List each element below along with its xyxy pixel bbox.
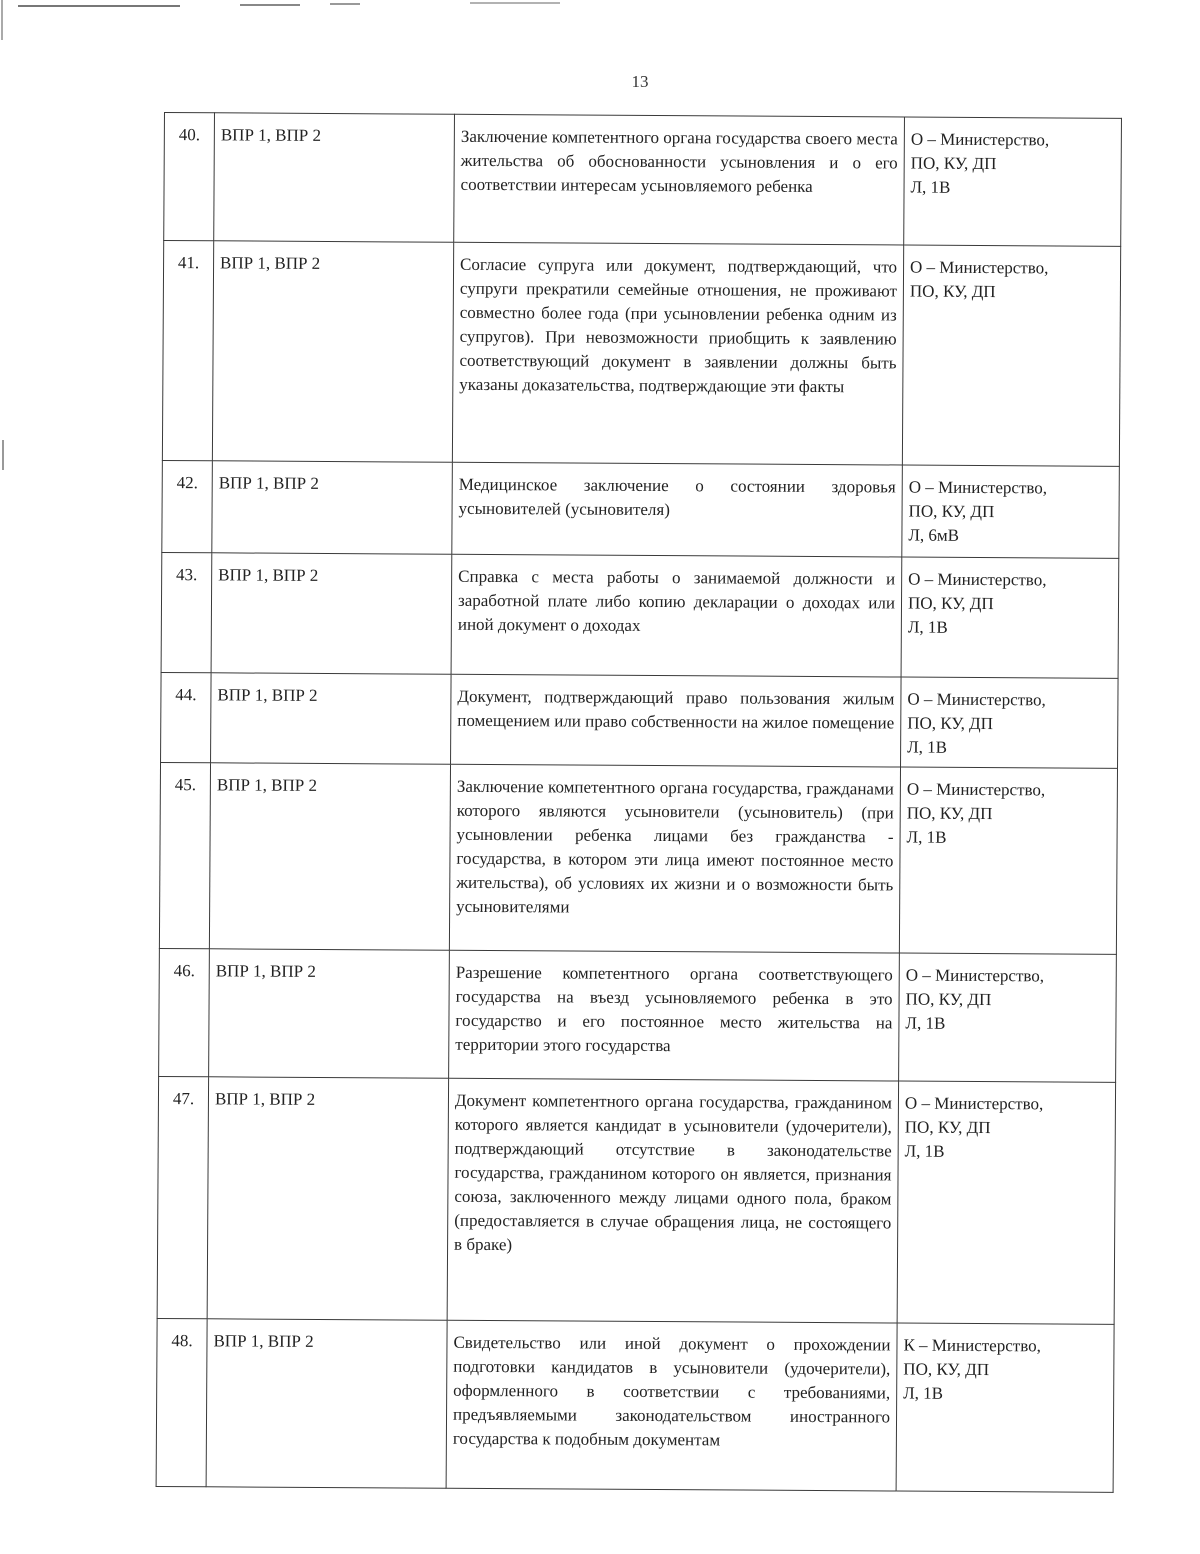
responsible-line: О – Министерство, [906, 779, 1046, 800]
responsible-line: Л, 1В [907, 737, 948, 757]
responsible-line: О – Министерство, [904, 1093, 1044, 1114]
table-row [159, 948, 1117, 1082]
responsible-line: К – Министерство, [903, 1335, 1041, 1356]
table-row [164, 113, 1122, 247]
row-code: ВПР 1, ВПР 2 [214, 113, 455, 242]
row-description: Согласие супруга или документ, подтверждающий, что супруги прекратили семейные отношения, не проживают совместно более года (при усыновлении ребенка одним из супругов). При невозможности приобщить к заявлению соответствующий документ в заявлении должны быть указаны доказательства, подтверждающие эти факты [452, 242, 903, 465]
responsible-line: Л, 1В [906, 827, 947, 847]
responsible-line: О – Министерство, [907, 689, 1046, 710]
row-description: Разрешение компетентного органа соответствующего государства на въезд усыновляемого ребенка в это государство и его постоянное место жительства на территории этого государства [449, 950, 900, 1081]
row-description: Медицинское заключение о состоянии здоровья усыновителей (усыновителя) [452, 462, 903, 557]
row-code: ВПР 1, ВПР 2 [209, 763, 450, 950]
documents-table [156, 112, 1122, 1493]
responsible-line: О – Министерство, [908, 477, 1048, 498]
row-code: ВПР 1, ВПР 2 [212, 241, 453, 462]
row-responsible [899, 953, 1117, 1082]
row-number: 40. [164, 113, 215, 241]
row-number: 48. [156, 1318, 207, 1486]
row-description: Справка с места работы о занимаемой должности и заработной плате либо копию декларации о доходах или иной документ о доходах [451, 554, 902, 677]
responsible-line: Л, 1В [905, 1013, 946, 1033]
responsible-line: О – Министерство, [910, 129, 1050, 150]
table-row [157, 1076, 1115, 1324]
responsible-line: Л, 1В [904, 1141, 945, 1161]
responsible-line: ПО, КУ, ДП [908, 501, 995, 522]
row-description: Документ компетентного органа государства, гражданином которого является кандидат в усыновители (удочерители), подтверждающий отсутствие в законодательстве государства, гражданином которого он является, признания союза, заключенного между лицами одного пола, браком (предоставляется в случае обращения лица, не состоящего в браке) [447, 1078, 898, 1323]
row-number: 45. [159, 762, 210, 948]
responsible-line: О – Министерство, [910, 257, 1049, 278]
table-row [162, 241, 1120, 467]
responsible-line: Л, 1В [903, 1383, 944, 1403]
row-number: 41. [162, 241, 213, 461]
table-row [161, 672, 1119, 768]
scan-artifact-marks [0, 0, 1200, 40]
row-code: ВПР 1, ВПР 2 [207, 1077, 448, 1320]
row-number: 46. [159, 948, 210, 1076]
row-code: ВПР 1, ВПР 2 [211, 553, 452, 674]
row-responsible [897, 1081, 1115, 1324]
row-responsible [901, 557, 1119, 678]
row-description: Документ, подтверждающий право пользования жилым помещением или право собственности на жилое помещение [451, 674, 902, 767]
responsible-line: Л, 1В [910, 177, 951, 197]
table-row [159, 762, 1117, 954]
row-number: 42. [162, 460, 213, 552]
table-row [162, 460, 1120, 558]
responsible-line: ПО, КУ, ДП [909, 281, 996, 302]
responsible-line: ПО, КУ, ДП [906, 803, 993, 824]
page-number: 13 [631, 72, 649, 91]
responsible-line: ПО, КУ, ДП [907, 713, 994, 734]
row-responsible [899, 767, 1117, 954]
row-number: 44. [161, 672, 212, 762]
row-code: ВПР 1, ВПР 2 [206, 1319, 447, 1488]
responsible-line: ПО, КУ, ДП [903, 1359, 990, 1380]
table-body [156, 113, 1121, 1493]
row-number: 43. [161, 552, 212, 672]
responsible-line: Л, 1В [907, 617, 948, 637]
responsible-line: ПО, КУ, ДП [905, 989, 992, 1010]
row-responsible [896, 1323, 1114, 1492]
row-description: Свидетельство или иной документ о прохождении подготовки кандидатов в усыновители (удочерители), оформленного в соответствии с требованиями, предъявляемыми законодательством иностранного государства к подобным документам [446, 1320, 897, 1491]
row-description: Заключение компетентного органа государства, гражданами которого являются усыновители (усыновитель) (при усыновлении ребенка лицами без гражданства - государства, в котором эти лица имеют постоянное место жительства), об условиях их жизни и о возможности быть усыновителями [449, 764, 900, 953]
row-code: ВПР 1, ВПР 2 [211, 673, 452, 764]
responsible-line: ПО, КУ, ДП [907, 593, 994, 614]
scan-edge-mark [2, 440, 4, 470]
row-number: 47. [157, 1076, 208, 1318]
row-responsible [901, 677, 1119, 768]
responsible-line: О – Министерство, [905, 965, 1045, 986]
row-description: Заключение компетентного органа государства своего места жительства об обоснованности усыновления и о его соответствии интересам усыновляемого ребенка [454, 114, 905, 245]
row-responsible [902, 245, 1120, 466]
row-responsible [904, 117, 1122, 246]
row-responsible [902, 465, 1120, 558]
table-row [156, 1318, 1114, 1492]
responsible-line: Л, 6мВ [908, 525, 960, 545]
responsible-line: ПО, КУ, ДП [910, 153, 997, 174]
responsible-line: ПО, КУ, ДП [904, 1117, 991, 1138]
row-code: ВПР 1, ВПР 2 [209, 949, 450, 1078]
row-code: ВПР 1, ВПР 2 [212, 461, 453, 554]
responsible-line: О – Министерство, [908, 569, 1047, 590]
table-row [161, 552, 1119, 678]
